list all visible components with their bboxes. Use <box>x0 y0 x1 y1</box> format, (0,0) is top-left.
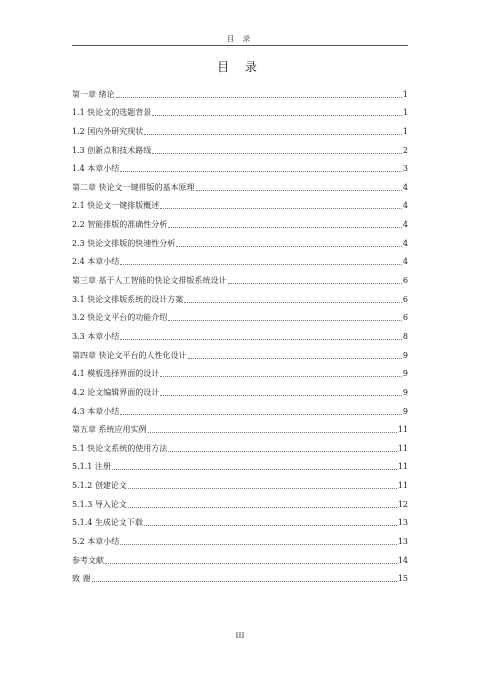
toc-entry[interactable] <box>72 342 408 361</box>
toc-leader-dots <box>128 507 397 508</box>
toc-entry-label: 1.4 本章小结 <box>72 164 120 174</box>
toc-leader-dots <box>184 302 402 303</box>
toc-entry-label: 4.1 模板选择界面的设计 <box>72 369 160 379</box>
toc-leader-dots <box>116 97 402 98</box>
toc-leader-dots <box>120 264 402 265</box>
toc-entry[interactable] <box>72 137 408 156</box>
toc-entry-page: 1 <box>402 126 408 136</box>
toc-leader-dots <box>228 283 402 284</box>
toc-entry-page: 14 <box>397 555 408 565</box>
toc-entry-page: 6 <box>402 276 408 286</box>
toc-entry-label: 5.2 本章小结 <box>72 537 120 547</box>
toc-entry-page: 6 <box>402 313 408 323</box>
toc-entry-label: 4.3 本章小结 <box>72 406 120 416</box>
toc-entry-page: 4 <box>402 201 408 211</box>
toc-entry-page: 9 <box>402 406 408 416</box>
toc-entry[interactable] <box>72 491 408 510</box>
toc-entry-page: 1 <box>402 89 408 99</box>
toc-entry-label: 3.2 快论文平台的功能介绍 <box>72 313 168 323</box>
toc-leader-dots <box>144 134 402 135</box>
toc-entry-label: 第一章 绪论 <box>72 89 115 99</box>
toc-entry[interactable] <box>72 286 408 305</box>
toc-entry-page: 15 <box>397 574 408 584</box>
toc-entry[interactable] <box>72 174 408 193</box>
toc-leader-dots <box>120 339 402 340</box>
toc-entry[interactable] <box>72 379 408 398</box>
toc-entry-label: 3.1 快论文排版系统的设计方案 <box>72 294 184 304</box>
toc-leader-dots <box>105 563 397 564</box>
toc-leader-dots <box>120 414 402 415</box>
toc-entry-page: 11 <box>397 462 408 472</box>
toc-entry[interactable] <box>72 566 408 585</box>
toc-leader-dots <box>168 320 402 321</box>
toc-leader-dots <box>168 451 397 452</box>
toc-list <box>72 81 408 584</box>
toc-entry-label: 4.2 论文编辑界面的设计 <box>72 387 160 397</box>
toc-leader-dots <box>196 190 402 191</box>
toc-entry[interactable] <box>72 398 408 417</box>
toc-entry[interactable] <box>72 305 408 324</box>
toc-leader-dots <box>176 246 402 247</box>
toc-entry[interactable] <box>72 81 408 100</box>
toc-entry-page: 4 <box>402 238 408 248</box>
toc-entry-page: 8 <box>402 331 408 341</box>
toc-entry-label: 第二章 快论文一键排版的基本原理 <box>72 182 195 192</box>
toc-entry-page: 11 <box>397 425 408 435</box>
toc-entry[interactable] <box>72 267 408 286</box>
toc-entry-page: 13 <box>397 518 408 528</box>
toc-entry-label: 第三章 基于人工智能的快论文排版系统设计 <box>72 276 227 286</box>
toc-leader-dots <box>160 376 402 377</box>
toc-entry-page: 13 <box>397 537 408 547</box>
toc-entry-label: 3.3 本章小结 <box>72 331 120 341</box>
toc-entry[interactable] <box>72 100 408 119</box>
toc-entry[interactable] <box>72 547 408 566</box>
toc-leader-dots <box>120 171 402 172</box>
toc-leader-dots <box>128 488 397 489</box>
toc-leader-dots <box>144 525 397 526</box>
toc-entry-label: 1.2 国内外研究现状 <box>72 126 144 136</box>
toc-entry-label: 5.1.3 导入论文 <box>72 499 127 509</box>
toc-entry-page: 6 <box>402 294 408 304</box>
toc-title: 目 录 <box>217 60 263 74</box>
toc-entry-page: 2 <box>402 145 408 155</box>
toc-entry-label: 5.1 快论文系统的使用方法 <box>72 443 168 453</box>
toc-entry[interactable] <box>72 454 408 473</box>
toc-entry-page: 1 <box>402 108 408 118</box>
toc-entry[interactable] <box>72 193 408 212</box>
toc-entry-label: 第五章 系统应用实例 <box>72 425 147 435</box>
toc-entry-label: 1.1 快论文的选题背景 <box>72 108 152 118</box>
toc-entry-page: 9 <box>402 369 408 379</box>
toc-entry-page: 12 <box>397 499 408 509</box>
toc-entry[interactable] <box>72 156 408 175</box>
toc-leader-dots <box>120 544 397 545</box>
toc-entry-label: 5.1.2 创建论文 <box>72 481 127 491</box>
toc-entry[interactable] <box>72 435 408 454</box>
toc-entry[interactable] <box>72 230 408 249</box>
toc-leader-dots <box>188 358 402 359</box>
header-rule <box>72 45 408 46</box>
toc-entry-page: 4 <box>402 257 408 267</box>
toc-entry-label: 2.3 快论文排版的快速性分析 <box>72 238 176 248</box>
toc-leader-dots <box>152 153 402 154</box>
toc-entry[interactable] <box>72 249 408 268</box>
toc-leader-dots <box>168 227 402 228</box>
toc-entry[interactable] <box>72 323 408 342</box>
toc-entry[interactable] <box>72 361 408 380</box>
toc-leader-dots <box>148 432 397 433</box>
toc-entry-label: 5.1.4 生成论文下载 <box>72 518 143 528</box>
toc-leader-dots <box>152 115 402 116</box>
toc-entry-label: 2.1 快论文一键排版概述 <box>72 201 160 211</box>
toc-entry-label: 致 谢 <box>72 574 91 584</box>
toc-leader-dots <box>92 581 397 582</box>
toc-entry-label: 参考文献 <box>72 555 104 565</box>
toc-leader-dots <box>112 469 397 470</box>
toc-entry-label: 2.2 智能排版的准确性分析 <box>72 220 168 230</box>
toc-entry-page: 4 <box>402 220 408 230</box>
toc-entry-label: 5.1.1 注册 <box>72 462 111 472</box>
toc-entry-page: 9 <box>402 350 408 360</box>
page-number: III <box>235 631 245 640</box>
toc-entry[interactable] <box>72 528 408 547</box>
toc-entry[interactable] <box>72 118 408 137</box>
toc-entry[interactable] <box>72 417 408 436</box>
toc-entry[interactable] <box>72 472 408 491</box>
toc-entry-page: 11 <box>397 481 408 491</box>
toc-leader-dots <box>160 208 402 209</box>
toc-entry-label: 1.3 创新点和技术路线 <box>72 145 152 155</box>
toc-entry-page: 4 <box>402 182 408 192</box>
toc-leader-dots <box>160 395 402 396</box>
running-header: 目 录 <box>226 34 254 43</box>
toc-entry-page: 9 <box>402 387 408 397</box>
toc-entry[interactable] <box>72 510 408 529</box>
toc-entry[interactable] <box>72 211 408 230</box>
toc-entry-page: 11 <box>397 443 408 453</box>
toc-entry-page: 3 <box>402 164 408 174</box>
toc-entry-label: 2.4 本章小结 <box>72 257 120 267</box>
toc-entry-label: 第四章 快论文平台的人性化设计 <box>72 350 187 360</box>
